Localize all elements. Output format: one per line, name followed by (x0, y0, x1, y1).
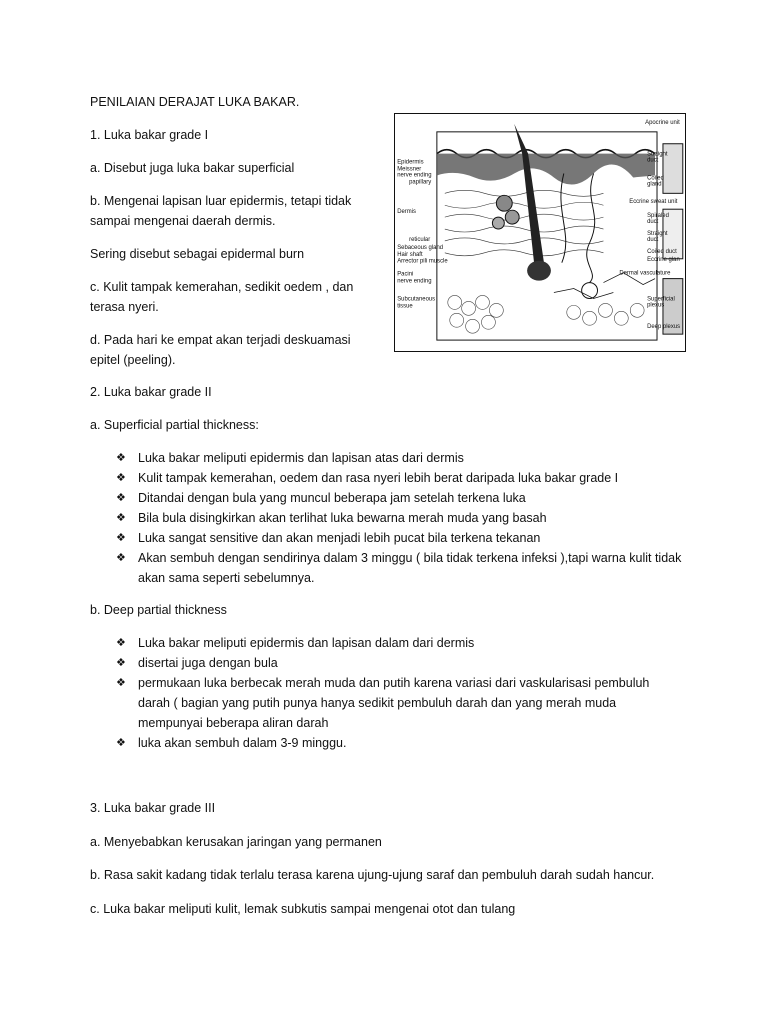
list-item: ❖ luka akan sembuh dalam 3-9 minggu. (116, 733, 676, 753)
fig-label-sebaceous: Sebaceous gland (397, 244, 444, 251)
skin-anatomy-figure (394, 113, 686, 352)
list-item: ❖ Akan sembuh dengan sendirinya dalam 3 minggu ( bila tidak terkena infeksi ),tapi warna kulit tidak akan sama seperti sebelumnya. (116, 548, 696, 588)
list-item: ❖ permukaan luka berbecak merah muda dan putih karena variasi dari vaskularisasi pembuluh darah ( bagian yang putih punya hanya sedikit pembuluh darah dan yang merah muda mempunyai beberapa aliran darah (116, 673, 676, 733)
list-item: ❖ Ditandai dengan bula yang muncul beberapa jam setelah terkena luka (116, 488, 696, 508)
fig-label-duct-2: duct (647, 219, 659, 226)
diamond-bullet-icon: ❖ (116, 656, 126, 669)
grade1-sering: Sering disebut sebagai epidermal burn (90, 247, 305, 261)
grade2-b-bullets (116, 633, 676, 753)
grade3-heading: 3. Luka bakar grade III (90, 801, 216, 815)
list-item: ❖ Kulit tampak kemerahan, oedem dan rasa nyeri lebih berat daripada luka bakar grade I (116, 468, 696, 488)
list-item: ❖ Luka bakar meliputi epidermis dan lapisan dalam dari dermis (116, 633, 676, 653)
fig-label-apocrine: Apocrine unit (645, 119, 680, 126)
fig-label-nerve-ending-2: nerve ending (397, 278, 432, 285)
fig-label-nerve-ending-1: nerve ending (397, 172, 432, 179)
diamond-bullet-icon: ❖ (116, 451, 126, 464)
list-item: ❖ Luka bakar meliputi epidermis dan lapisan atas dari dermis (116, 448, 696, 468)
fig-label-spiraled: Spiraled (647, 213, 669, 220)
list-item: ❖ Luka sangat sensitive dan akan menjadi lebih pucat bila terkena tekanan (116, 528, 696, 548)
grade2-b-heading: b. Deep partial thickness (90, 603, 227, 617)
fig-label-arrector: Arrector pili muscle (397, 258, 448, 265)
fig-label-tissue: tissue (397, 303, 413, 310)
fig-label-epidermis: Epidermis (397, 159, 424, 166)
grade1-item-b: b. Mengenai lapisan luar epidermis, tetapi tidak sampai mengenai daerah dermis. (90, 194, 352, 228)
fig-label-superficial: Superficial (647, 296, 675, 303)
diamond-bullet-icon: ❖ (116, 636, 126, 649)
diamond-bullet-icon: ❖ (116, 491, 126, 504)
grade1-heading: 1. Luka bakar grade I (90, 128, 209, 142)
list-item: ❖ disertai juga dengan bula (116, 653, 676, 673)
fig-label-straight-2: Straight (647, 230, 668, 237)
document-title: PENILAIAN DERAJAT LUKA BAKAR. (90, 95, 300, 109)
fig-label-gland: gland (647, 181, 662, 188)
fig-label-plexus: plexus (647, 302, 665, 309)
fig-label-eccrine-unit: Eccrine sweat unit (629, 199, 678, 206)
grade1-item-a: a. Disebut juga luka bakar superficial (90, 161, 295, 175)
fig-label-papillary: papillary (409, 179, 432, 186)
fig-label-hair-shaft: Hair shaft (397, 251, 423, 258)
fig-label-duct-3: duct (647, 236, 659, 243)
grade3-item-a: a. Menyebabkan kerusakan jaringan yang permanen (90, 835, 382, 849)
fig-label-straight-1: Straight (647, 151, 668, 158)
grade3-item-c: c. Luka bakar meliputi kulit, lemak subkutis sampai mengenai otot dan tulang (90, 902, 516, 916)
grade2-a-bullets (116, 448, 696, 588)
fig-label-subcutaneous: Subcutaneous (397, 296, 436, 303)
grade1-item-c: c. Kulit tampak kemerahan, sedikit oedem , dan terasa nyeri. (90, 280, 354, 314)
grade2-heading: 2. Luka bakar grade II (90, 385, 212, 399)
fig-label-eccrine-gland: Eccrine glan (647, 256, 680, 263)
fig-label-coiled: Coiled (647, 175, 664, 182)
fig-label-duct-1: duct (647, 157, 659, 164)
grade2-a-heading: a. Superficial partial thickness: (90, 418, 259, 432)
fig-label-dermis: Dermis (397, 209, 417, 216)
list-item: ❖ Bila bula disingkirkan akan terlihat luka bewarna merah muda yang basah (116, 508, 696, 528)
fig-label-pacini: Pacini (397, 271, 414, 278)
fig-label-reticular: reticular (409, 236, 431, 243)
diamond-bullet-icon: ❖ (116, 676, 126, 689)
grade3-item-b: b. Rasa sakit kadang tidak terlalu terasa karena ujung-ujung saraf dan pembuluh darah sudah hancur. (90, 868, 655, 882)
diamond-bullet-icon: ❖ (116, 551, 126, 564)
fig-label-dermal-vasculature: Dermal vasculature (619, 270, 671, 277)
diamond-bullet-icon: ❖ (116, 511, 126, 524)
diamond-bullet-icon: ❖ (116, 736, 126, 749)
fig-label-meissner: Meissner (397, 166, 422, 173)
grade1-item-d: d. Pada hari ke empat akan terjadi deskuamasi epitel (peeling). (90, 333, 351, 367)
skin-anatomy-illustration (395, 114, 685, 351)
diamond-bullet-icon: ❖ (116, 531, 126, 544)
fig-label-coiled-duct: Coiled duct (647, 248, 677, 255)
fig-label-deep-plexus: Deep plexus (647, 324, 681, 331)
diamond-bullet-icon: ❖ (116, 471, 126, 484)
